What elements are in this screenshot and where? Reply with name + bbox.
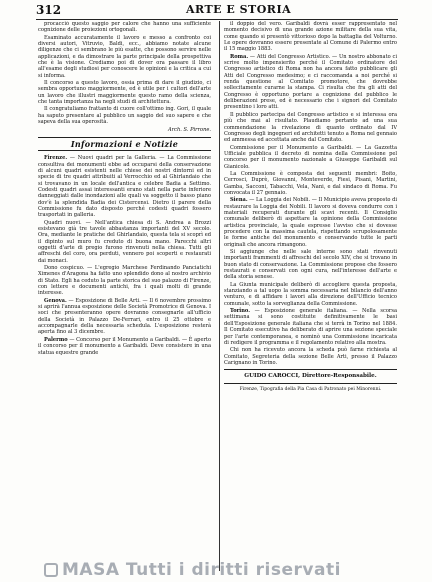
news-item-roma xyxy=(224,54,397,111)
news-text: Nella scorsa settimana si sono costituite definitivamente le basi dell'Esposizione generale italiana che si terrà in Torino nel 1884. Il Comitato esecutivo ha deliberato di aprire una sezione speciale per l'arte contemporanea, e nominò una Commissione incaricata di redigere il programma e il regolamento relativo alla mostra. xyxy=(224,308,397,346)
news-item-palermo xyxy=(38,337,211,356)
news-headline: — Atti del Congresso Artistico. — xyxy=(249,53,338,60)
news-item-torino xyxy=(224,308,397,346)
paragraph: procacciò questo saggio per calore che hanno una sufficiente cognizione delle proiezioni ortogonali. xyxy=(38,21,211,34)
news-headline: — Nuovi quadri per la Galleria. — xyxy=(69,155,165,162)
paragraph: Dono cospicuo. — L'egregio Marchese Ferdinando Panciatichi Ximenes d'Aragona ha fatto uno splendido dono al nostro archivio di Stato. Egli ha ceduto la parte storica del suo palazzo di Firenze, con lettere e documenti antichi, fra i quali molti di grande interesse. xyxy=(38,265,211,297)
paragraph: Il concorso a questo lavoro, ossia prima di dare il giudizio, ci sembra opportuno maggiormente, ed è utile per i cultori dell'arte un lavoro che illustri maggiormente questo ramo della scienza, che tanta importanza ha negli studi di architettura. xyxy=(38,80,211,106)
paragraph: Si aggiunge che nelle sale interne sono stati rinvenuti importanti frammenti di affreschi del secolo XIV, che si trovano in buon stato di conservazione. La Commissione propose che fossero restaurati e conservati con ogni cura, nell'interesse dell'arte e della storia senese. xyxy=(224,249,397,281)
news-text: È aperto il concorso per il monumento a Garibaldi. Deve consistere in una statua equestre grande xyxy=(38,336,211,356)
left-column xyxy=(38,21,211,569)
paragraph: Commissione per il Monumento a Garibaldi. — La Gazzetta Ufficiale pubblica il decreto di nomina della Commissione pel concorso per il monumento nazionale a Giuseppe Garibaldi sul Gianicolo. xyxy=(224,144,397,170)
divider xyxy=(224,369,397,370)
watermark-text: MASA Tutti i diritti riservati xyxy=(62,560,341,580)
article-signature: Arch. S. Pirrone. xyxy=(168,126,211,133)
news-text: Il Municipio aveva proposto di restaurare la Loggia dei Nobili. Il lavoro si doveva condurre con i materiali recuperati durante gli scavi recenti. Il Consiglio comunale deliberò di aspettare la opinione della Commissione artistica provinciale, la quale espresse l'avviso che si dovesse procedere con la massima cautela, rispettando scrupolosamente le forme antiche del monumento e conservando tutte le parti originali che ancora rimangono. xyxy=(224,197,397,248)
paragraph: Il pubblico partecipa del Congresso artistico e si interessa ora più che mai al risultato. Plaudiamo pertanto ad una sua commendazione la rivelazione di quanto ordinato dal IV Congresso degli ingegneri ed architetti tenuto a Roma nel gennaio ed ammessa ed accettata anche dal Comitato. xyxy=(224,111,397,144)
section-title: Informazioni e Notizie xyxy=(38,137,211,151)
paragraph: Esaminato accuratamente il lavoro e messo a confronto coi diversi autori, Vitruvio, Baldi, ecc., abbiamo notate alcune diligenze che ci sembrano le più esatte, che possono servire nelle applicazioni, e da dimostrare la parte principale della prospettiva che è la visione. Crediamo poi di dover ora passare il libro all'esame degli studiosi per conoscere le opinioni e la critica a cui si informa. xyxy=(38,34,211,79)
page-header xyxy=(36,3,398,19)
news-item-siena xyxy=(224,197,397,248)
news-text: Un nostro abbonato ci scrive molto impensierito perché il Comitato ordinatore del Congresso artistico di Roma non ha ancora fatto pubblicare gli Atti del Congresso medesimo; e ci raccomanda a noi perché si renda questione al Comitato promotore, che dovrebbe sollecitamente curarne la stampa. Ci risulta che fra gli atti del Congresso è opportuno portare a cognizione del pubblico le deliberazioni prese, ed è necessario che i signori del Comitato presentino i loro atti. xyxy=(224,53,397,111)
city-name: Siena. xyxy=(230,197,248,204)
divider xyxy=(224,383,397,384)
city-name: Genova. xyxy=(44,297,67,304)
paragraph: il doppio del vero. Garibaldi dovrà esser rappresentato nel momento decisivo di una grande azione militare della sua vita, come quando si presentò vittorioso dopo la battaglia del Volturno. Le opere dovranno essere presentate al Comune di Palermo entro il 15 maggio 1883. xyxy=(224,21,397,53)
right-column xyxy=(224,21,397,569)
paragraph: Il congratuliamo frattanto di cuore coll'ottimo ing. Gori, il quale ha saputo presentare al pubblico un saggio del suo sapere e che sapeva della sua operosità. xyxy=(38,106,211,126)
city-name: Palermo xyxy=(44,336,68,343)
page-number: 312 xyxy=(36,3,62,17)
news-headline: — Concorso per il Monumento a Garibaldi. — xyxy=(69,336,188,343)
news-text: Il 6 novembre prossimo si aprirà l'annua esposizione delle Società Promotrice di Genova. I soci che presenteranno opere dovranno consegnarle all'ufficio della Società in Palazzo De-Ferrari, entro il 25 ottobre e accompagnarle della necessaria schedula. L'esposizione resterà aperta fino al 3 dicembre. xyxy=(38,297,211,336)
paragraph: La Giunta municipale deliberò di accogliere questa proposta, stanziando a tal uopo la somma necessaria nel bilancio dell'anno venturo, e di affidare i lavori alla direzione dell'Ufficio tecnico comunale, sotto la sorveglianza della Commissione. xyxy=(224,281,397,307)
header-rule xyxy=(36,19,398,20)
city-name: Firenze. xyxy=(44,155,68,162)
watermark xyxy=(44,560,341,580)
printer-line: Firenze, Tipografia della Pia Casa di Patronato pei Minorenni. xyxy=(239,386,382,392)
city-name: Torino. xyxy=(230,308,251,315)
editor-line: GUIDO CAROCCI, Direttore-Responsabile. xyxy=(244,373,377,380)
news-headline: — La Loggia dei Nobili. — xyxy=(249,197,317,204)
news-text: La Commissione consultiva dei monumenti ebbe ad occuparsi della conservazione di alcuni quadri esistenti nelle chiese dei nostri dintorni ed in specie di tre quadri attribuiti al Verrocchio ed al Ghirlandaio che si trovavano in un locale dell'antica e celebre Badia a Settimo. Codesti quadri assai interessanti erano stati nella parte inferiore danneggiati dalle inondazioni alle quali va soggetto il basso piano dov'è la splendida Badia dei Cistercensi. Dietro il parere della Commissione fu dato disposto perché codesti quadri fossero trasportati in galleria. xyxy=(38,155,211,219)
paragraph: Chi non ha ricevuto ancora la scheda può farne richiesta al Comitato, Segreteria della sezione Belle Arti, presso il Palazzo Carignano in Torino. xyxy=(224,347,397,366)
news-item-firenze xyxy=(38,155,211,218)
paragraph: La Commissione è composta dei seguenti membri: Boito, Cerrosci, Duprè, Giovanni, Monteverde, Fiesi, Pisani, Martini, Gamba, Sacconi, Tabacchi, Vela, Nani, e dal sindaco di Roma. Fu convocata il 27 gennaio. xyxy=(224,170,397,196)
column-divider xyxy=(219,21,220,571)
city-name: Roma. xyxy=(230,53,249,60)
news-headline: — Esposizione generale italiana. — xyxy=(254,308,358,315)
watermark-logo-icon xyxy=(44,563,58,577)
news-headline: — Esposizione di Belle Arti. — xyxy=(68,297,148,304)
paragraph: Quadri nuovi. — Nell'antica chiesa di S. Andrea a Brozzi esistevano già tre tavole abbastanza importanti del XV secolo. Ora, mediante le pratiche del Ghirlandaio, questa tela si scoprì ed il dipinto sul muro fu creduto di buona mano. Parecchi altri oggetti d'arte di pregio furono rinvenuti nella chiesa. Tutti gli affreschi del coro, ora perduti, vennero poi scoperti e restaurati dai monaci. xyxy=(38,219,211,264)
news-item-genova xyxy=(38,298,211,336)
journal-title: ARTE E STORIA xyxy=(186,3,292,16)
